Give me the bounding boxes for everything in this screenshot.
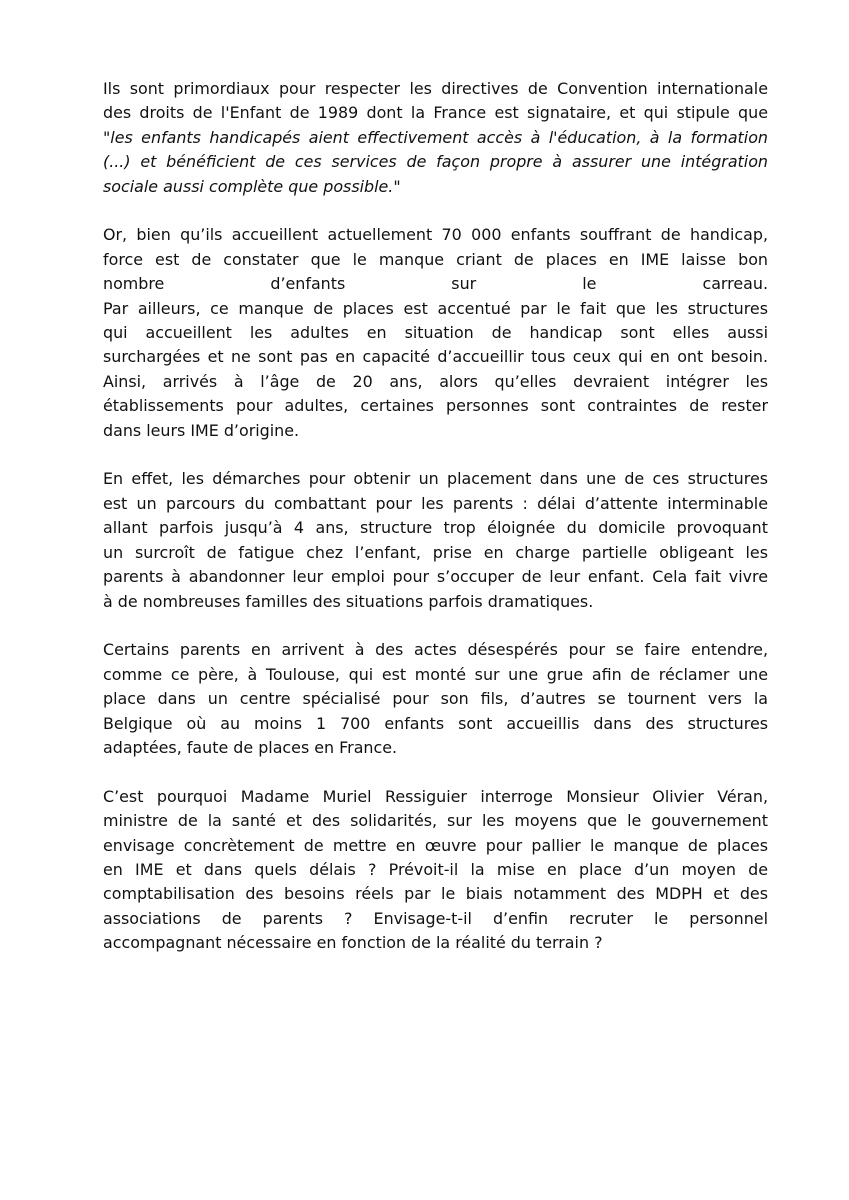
text-line: En effet, les démarches pour obtenir un placement dans une de ces structures — [103, 469, 768, 489]
document-body — [103, 77, 768, 980]
text-line: dans leurs IME d’origine. — [103, 420, 300, 440]
text-line: surchargées et ne sont pas en capacité d’accueillir tous ceux qui en ont besoin. — [103, 347, 768, 367]
text-line: nombre d’enfants sur le carreau. — [103, 274, 768, 294]
text-line: accompagnant nécessaire en fonction de la réalité du terrain ? — [103, 933, 603, 953]
text-line: adaptées, faute de places en France. — [103, 737, 398, 757]
text-line: des droits de l'Enfant de 1989 dont la France est signataire, et qui stipule que — [103, 103, 768, 123]
text-line: comptabilisation des besoins réels par le biais notamment des MDPH et des — [103, 884, 768, 904]
text-line: Or, bien qu’ils accueillent actuellement 70 000 enfants souffrant de handicap, — [103, 225, 768, 245]
quoted-text-line: sociale aussi complète que possible." — [103, 176, 401, 196]
text-line: associations de parents ? Envisage-t-il d’enfin recruter le personnel — [103, 908, 768, 928]
paragraph-5 — [103, 785, 768, 956]
text-line: établissements pour adultes, certaines personnes sont contraintes de rester — [103, 396, 768, 416]
paragraph-4 — [103, 638, 768, 760]
text-line: allant parfois jusqu’à 4 ans, structure trop éloignée du domicile provoquant — [103, 518, 768, 538]
text-line: parents à abandonner leur emploi pour s’occuper de leur enfant. Cela fait vivre — [103, 567, 768, 587]
text-line: Certains parents en arrivent à des actes désespérés pour se faire entendre, — [103, 640, 768, 660]
quoted-text-line: (...) et bénéficient de ces services de façon propre à assurer une intégration — [103, 152, 768, 172]
text-line: qui accueillent les adultes en situation de handicap sont elles aussi — [103, 323, 768, 343]
text-line: un surcroît de fatigue chez l’enfant, prise en charge partielle obligeant les — [103, 542, 768, 562]
text-line: ministre de la santé et des solidarités, sur les moyens que le gouvernement — [103, 811, 768, 831]
text-line: est un parcours du combattant pour les parents : délai d’attente interminable — [103, 493, 768, 513]
text-line: Belgique où au moins 1 700 enfants sont accueillis dans des structures — [103, 713, 768, 733]
text-line: envisage concrètement de mettre en œuvre pour pallier le manque de places — [103, 835, 768, 855]
text-line: comme ce père, à Toulouse, qui est monté sur une grue afin de réclamer une — [103, 664, 768, 684]
paragraph-3 — [103, 467, 768, 613]
text-line: Ainsi, arrivés à l’âge de 20 ans, alors qu’elles devraient intégrer les — [103, 371, 768, 391]
paragraph-1 — [103, 77, 768, 199]
quoted-text-line: "les enfants handicapés aient effectivement accès à l'éducation, à la formation — [103, 127, 768, 147]
paragraph-2 — [103, 223, 768, 443]
text-line: Par ailleurs, ce manque de places est accentué par le fait que les structures — [103, 298, 768, 318]
text-line: C’est pourquoi Madame Muriel Ressiguier interroge Monsieur Olivier Véran, — [103, 786, 768, 806]
text-line: en IME et dans quels délais ? Prévoit-il la mise en place d’un moyen de — [103, 859, 768, 879]
text-line: Ils sont primordiaux pour respecter les directives de Convention internationale — [103, 79, 768, 98]
text-line: place dans un centre spécialisé pour son fils, d’autres se tournent vers la — [103, 689, 768, 709]
text-line: force est de constater que le manque criant de places en IME laisse bon — [103, 249, 768, 269]
text-line: à de nombreuses familles des situations parfois dramatiques. — [103, 591, 594, 611]
